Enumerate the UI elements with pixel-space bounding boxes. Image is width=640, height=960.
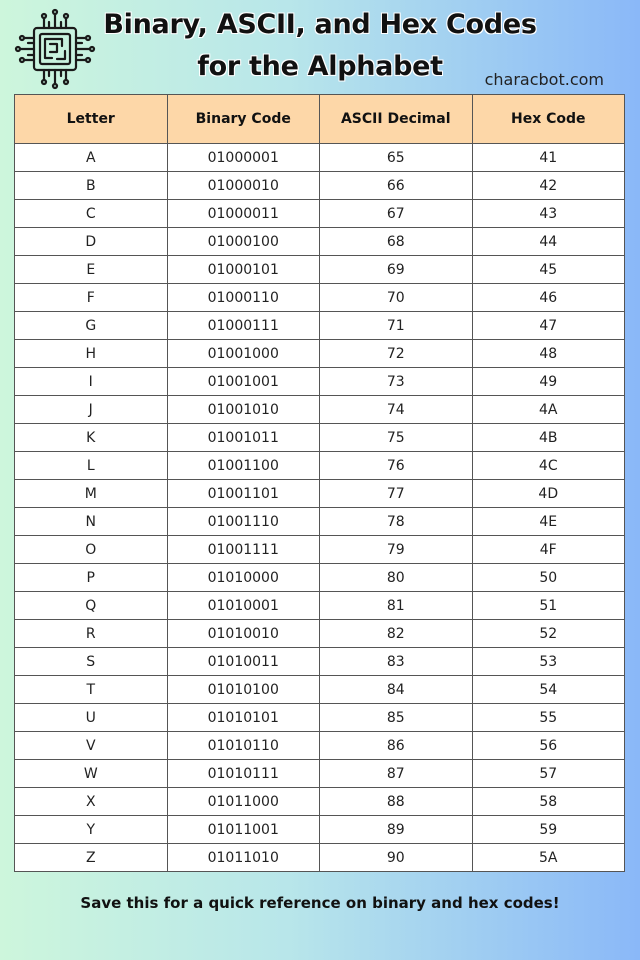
binary-cell: 01001011	[167, 424, 320, 452]
ascii-cell: 79	[320, 536, 473, 564]
hex-cell: 51	[472, 592, 625, 620]
binary-cell: 01000111	[167, 312, 320, 340]
binary-cell: 01000110	[167, 284, 320, 312]
header-letter: Letter	[15, 95, 168, 144]
binary-cell: 01000101	[167, 256, 320, 284]
ascii-cell: 88	[320, 788, 473, 816]
ascii-cell: 80	[320, 564, 473, 592]
hex-cell: 44	[472, 228, 625, 256]
letter-cell: Q	[15, 592, 168, 620]
alphabet-code-table	[14, 94, 625, 872]
table-row	[15, 144, 625, 172]
hex-cell: 59	[472, 816, 625, 844]
hex-cell: 50	[472, 564, 625, 592]
ascii-cell: 66	[320, 172, 473, 200]
ascii-cell: 77	[320, 480, 473, 508]
binary-cell: 01001100	[167, 452, 320, 480]
ascii-cell: 71	[320, 312, 473, 340]
binary-cell: 01010110	[167, 732, 320, 760]
binary-cell: 01000010	[167, 172, 320, 200]
hex-cell: 52	[472, 620, 625, 648]
table-row	[15, 816, 625, 844]
ascii-cell: 67	[320, 200, 473, 228]
table-row	[15, 424, 625, 452]
letter-cell: N	[15, 508, 168, 536]
letter-cell: X	[15, 788, 168, 816]
hex-cell: 4C	[472, 452, 625, 480]
binary-cell: 01010111	[167, 760, 320, 788]
ascii-cell: 81	[320, 592, 473, 620]
letter-cell: J	[15, 396, 168, 424]
ascii-cell: 86	[320, 732, 473, 760]
letter-cell: R	[15, 620, 168, 648]
header-binary: Binary Code	[167, 95, 320, 144]
hex-cell: 45	[472, 256, 625, 284]
hex-cell: 4A	[472, 396, 625, 424]
hex-cell: 57	[472, 760, 625, 788]
table-row	[15, 844, 625, 872]
letter-cell: M	[15, 480, 168, 508]
binary-cell: 01001101	[167, 480, 320, 508]
ascii-cell: 85	[320, 704, 473, 732]
hex-cell: 4E	[472, 508, 625, 536]
binary-cell: 01000100	[167, 228, 320, 256]
ascii-cell: 73	[320, 368, 473, 396]
binary-cell: 01001000	[167, 340, 320, 368]
hex-cell: 5A	[472, 844, 625, 872]
letter-cell: B	[15, 172, 168, 200]
ascii-cell: 68	[320, 228, 473, 256]
ascii-cell: 87	[320, 760, 473, 788]
letter-cell: U	[15, 704, 168, 732]
binary-cell: 01010000	[167, 564, 320, 592]
binary-cell: 01000001	[167, 144, 320, 172]
table-row	[15, 788, 625, 816]
title-line-2: for the Alphabet	[197, 51, 443, 82]
ascii-cell: 65	[320, 144, 473, 172]
binary-cell: 01000011	[167, 200, 320, 228]
hex-cell: 4D	[472, 480, 625, 508]
binary-cell: 01011001	[167, 816, 320, 844]
letter-cell: L	[15, 452, 168, 480]
table-row	[15, 396, 625, 424]
ascii-cell: 82	[320, 620, 473, 648]
table-row	[15, 284, 625, 312]
table-row	[15, 704, 625, 732]
table-row	[15, 172, 625, 200]
letter-cell: H	[15, 340, 168, 368]
hex-cell: 54	[472, 676, 625, 704]
page-title	[100, 4, 540, 88]
ascii-cell: 78	[320, 508, 473, 536]
hex-cell: 41	[472, 144, 625, 172]
letter-cell: V	[15, 732, 168, 760]
letter-cell: P	[15, 564, 168, 592]
title-line-1: Binary, ASCII, and Hex Codes	[103, 9, 537, 40]
ascii-cell: 70	[320, 284, 473, 312]
table-row	[15, 536, 625, 564]
hex-cell: 58	[472, 788, 625, 816]
letter-cell: T	[15, 676, 168, 704]
letter-cell: C	[15, 200, 168, 228]
footer-note: Save this for a quick reference on binary and hex codes!	[80, 894, 560, 912]
table-row	[15, 228, 625, 256]
letter-cell: Z	[15, 844, 168, 872]
table-row	[15, 760, 625, 788]
hex-cell: 48	[472, 340, 625, 368]
table-row	[15, 732, 625, 760]
site-name: characbot.com	[484, 70, 604, 89]
table-row	[15, 508, 625, 536]
letter-cell: S	[15, 648, 168, 676]
table-row	[15, 452, 625, 480]
binary-cell: 01001010	[167, 396, 320, 424]
hex-cell: 53	[472, 648, 625, 676]
ascii-cell: 74	[320, 396, 473, 424]
letter-cell: I	[15, 368, 168, 396]
ascii-cell: 76	[320, 452, 473, 480]
binary-cell: 01010100	[167, 676, 320, 704]
table-row	[15, 648, 625, 676]
ascii-cell: 90	[320, 844, 473, 872]
ascii-cell: 84	[320, 676, 473, 704]
letter-cell: E	[15, 256, 168, 284]
hex-cell: 55	[472, 704, 625, 732]
table-row	[15, 564, 625, 592]
binary-cell: 01010101	[167, 704, 320, 732]
table-row	[15, 200, 625, 228]
table-row	[15, 480, 625, 508]
binary-cell: 01011010	[167, 844, 320, 872]
hex-cell: 46	[472, 284, 625, 312]
hex-cell: 43	[472, 200, 625, 228]
ascii-cell: 83	[320, 648, 473, 676]
header-ascii: ASCII Decimal	[320, 95, 473, 144]
table-row	[15, 368, 625, 396]
table-body	[15, 144, 625, 872]
binary-cell: 01010010	[167, 620, 320, 648]
table-row	[15, 592, 625, 620]
table-row	[15, 676, 625, 704]
table-row	[15, 312, 625, 340]
binary-cell: 01010011	[167, 648, 320, 676]
letter-cell: K	[15, 424, 168, 452]
letter-cell: O	[15, 536, 168, 564]
ascii-cell: 69	[320, 256, 473, 284]
binary-cell: 01011000	[167, 788, 320, 816]
circuit-chip-icon	[12, 6, 98, 92]
ascii-cell: 89	[320, 816, 473, 844]
binary-cell: 01001001	[167, 368, 320, 396]
letter-cell: W	[15, 760, 168, 788]
header-hex: Hex Code	[472, 95, 625, 144]
table-row	[15, 256, 625, 284]
binary-cell: 01001111	[167, 536, 320, 564]
letter-cell: Y	[15, 816, 168, 844]
binary-cell: 01001110	[167, 508, 320, 536]
hex-cell: 4F	[472, 536, 625, 564]
hex-cell: 56	[472, 732, 625, 760]
hex-cell: 47	[472, 312, 625, 340]
hex-cell: 4B	[472, 424, 625, 452]
table-header-row	[15, 95, 625, 144]
binary-cell: 01010001	[167, 592, 320, 620]
table-row	[15, 620, 625, 648]
table-row	[15, 340, 625, 368]
hex-cell: 42	[472, 172, 625, 200]
letter-cell: A	[15, 144, 168, 172]
letter-cell: G	[15, 312, 168, 340]
ascii-cell: 72	[320, 340, 473, 368]
ascii-cell: 75	[320, 424, 473, 452]
letter-cell: F	[15, 284, 168, 312]
letter-cell: D	[15, 228, 168, 256]
hex-cell: 49	[472, 368, 625, 396]
